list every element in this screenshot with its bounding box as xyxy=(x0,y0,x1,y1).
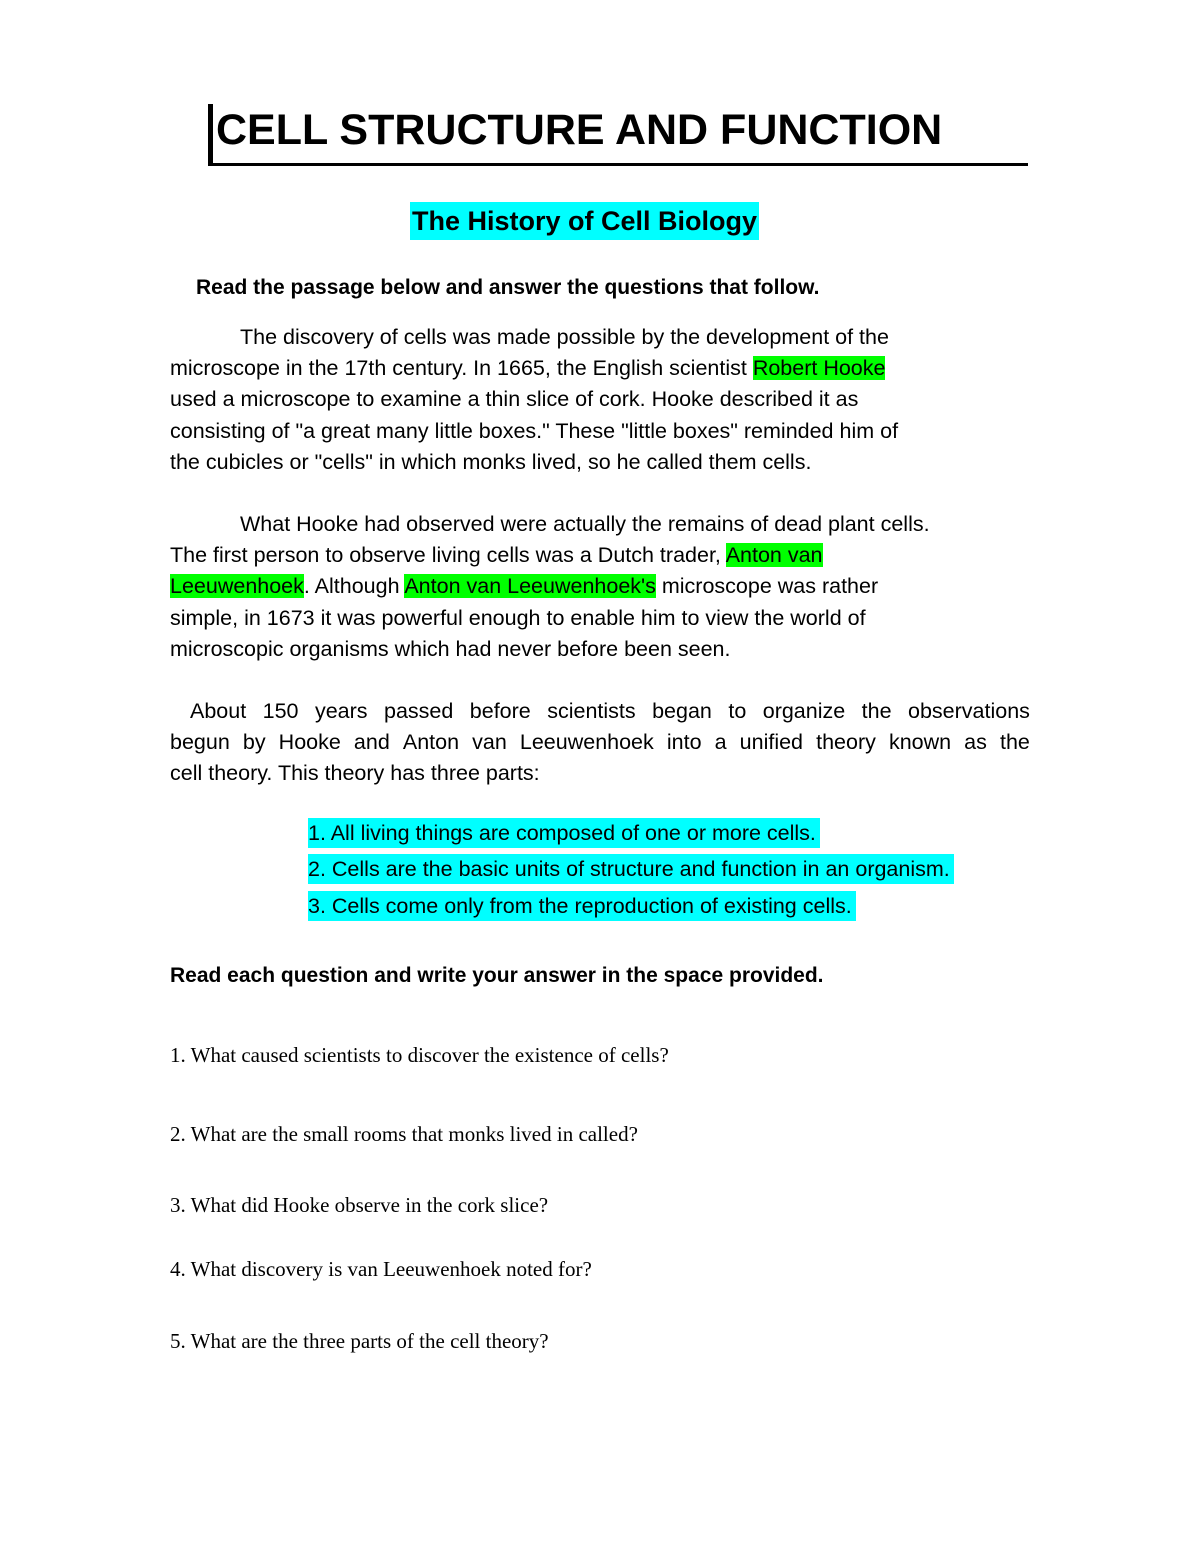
word: scientists xyxy=(547,699,636,723)
word: organize xyxy=(762,699,846,723)
paragraph-1-line-2 xyxy=(170,353,898,384)
highlight-leeuwenhoek: Leeuwenhoek xyxy=(170,574,304,599)
section-subtitle: The History of Cell Biology xyxy=(410,202,759,240)
word: by xyxy=(242,730,266,755)
highlight-anton-van-leeuwenhoeks: Anton van Leeuwenhoek's xyxy=(404,574,656,599)
question-1: 1. What caused scientists to discover the existence of cells? xyxy=(170,1043,669,1067)
cell-theory-item: 2. Cells are the basic units of structure and function in an organism. xyxy=(308,854,954,884)
paragraph-1-line-5: the cubicles or "cells" in which monks lived, so he called them cells. xyxy=(170,449,812,474)
paragraph-2-line-5: microscopic organisms which had never before been seen. xyxy=(170,636,731,661)
word: About xyxy=(190,699,247,723)
word: the xyxy=(861,699,892,723)
paragraph-1-line-3: used a microscope to examine a thin slice of cork. Hooke described it as xyxy=(170,387,859,412)
word: 150 xyxy=(262,699,299,723)
paragraph-2-line-4: simple, in 1673 it was powerful enough to enable him to view the world of xyxy=(170,605,866,630)
passage-instruction: Read the passage below and answer the questions that follow. xyxy=(196,276,820,299)
word: years xyxy=(314,699,368,723)
paragraph-2-line-3-text-b: microscope was rather xyxy=(655,574,879,599)
paragraph-3-line-3: cell theory. This theory has three parts: xyxy=(170,761,540,786)
paragraph-1 xyxy=(170,322,898,478)
paragraph-1-line-4: consisting of "a great many little boxes." These "little boxes" reminded him of xyxy=(170,418,899,443)
question-4: 4. What discovery is van Leeuwenhoek noted for? xyxy=(170,1257,592,1281)
word: began xyxy=(652,699,712,723)
word: begun xyxy=(170,730,230,755)
word: passed xyxy=(384,699,454,723)
highlight-anton-van: Anton van xyxy=(725,543,823,568)
word: before xyxy=(469,699,531,723)
word: theory xyxy=(816,730,876,755)
word: Hooke xyxy=(278,730,341,755)
page-title: CELL STRUCTURE AND FUNCTION xyxy=(216,106,943,154)
word: and xyxy=(353,730,390,755)
word: into xyxy=(666,730,702,755)
paragraph-2-line-3 xyxy=(170,571,930,602)
word: van xyxy=(472,730,507,755)
question-5: 5. What are the three parts of the cell theory? xyxy=(170,1329,549,1353)
word: a xyxy=(714,730,727,755)
word: to xyxy=(728,699,747,723)
paragraph-3-line-1 xyxy=(170,696,1030,727)
word: observations xyxy=(908,699,1030,723)
paragraph-2 xyxy=(170,509,930,665)
paragraph-2-line-2-text: The first person to observe living cells was a Dutch trader, xyxy=(170,543,726,568)
paragraph-2-line-3-text-a: . Although xyxy=(303,574,405,599)
question-2: 2. What are the small rooms that monks lived in called? xyxy=(170,1122,638,1146)
paragraph-3 xyxy=(170,696,1030,790)
paragraph-2-line-1: What Hooke had observed were actually the remains of dead plant cells. xyxy=(240,512,930,536)
word: as xyxy=(964,730,987,755)
word: Anton xyxy=(402,730,460,755)
word: Leeuwenhoek xyxy=(519,730,654,755)
cell-theory-item: 1. All living things are composed of one or more cells. xyxy=(308,818,820,848)
paragraph-1-line-1: The discovery of cells was made possible by the development of the xyxy=(240,325,889,349)
highlight-robert-hooke: Robert Hooke xyxy=(752,356,886,381)
cell-theory-item: 3. Cells come only from the reproduction of existing cells. xyxy=(308,891,856,921)
paragraph-1-line-2-text: microscope in the 17th century. In 1665, the English scientist xyxy=(170,356,753,381)
word: unified xyxy=(739,730,804,755)
word: known xyxy=(888,730,952,755)
paragraph-3-line-2 xyxy=(170,727,1030,758)
word: the xyxy=(999,730,1030,755)
question-3: 3. What did Hooke observe in the cork slice? xyxy=(170,1193,549,1217)
paragraph-2-line-2 xyxy=(170,540,930,571)
questions-instruction: Read each question and write your answer in the space provided. xyxy=(170,964,824,987)
